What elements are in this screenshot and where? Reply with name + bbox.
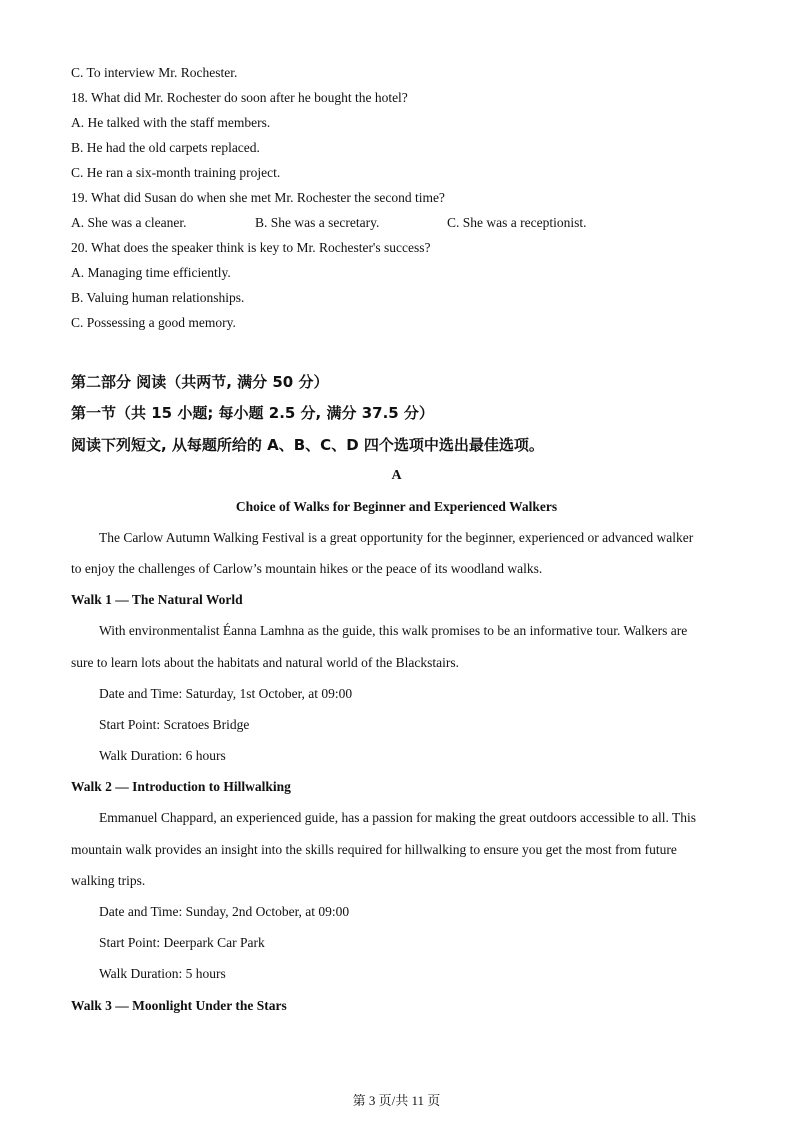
q18-question: 18. What did Mr. Rochester do soon after he bought the hotel? (71, 90, 408, 105)
q18-option-c: C. He ran a six-month training project. (71, 165, 281, 180)
passage-letter: A (391, 468, 402, 483)
walk1-date: Date and Time: Saturday, 1st October, at 09:00 (99, 686, 353, 701)
walk2-desc-line-2: mountain walk provides an insight into the skills required for hillwalking to ensure you get the most from future (71, 842, 677, 857)
walk3-heading: Walk 3 — Moonlight Under the Stars (71, 998, 287, 1013)
walk1-heading: Walk 1 — The Natural World (71, 592, 243, 607)
page-number: 第 3 页/共 11 页 (352, 1093, 441, 1108)
q19-option-b: B. She was a secretary. (255, 215, 380, 230)
walk1-duration: Walk Duration: 6 hours (99, 748, 226, 763)
walk2-desc-line-3: walking trips. (71, 873, 146, 888)
walk2-duration: Walk Duration: 5 hours (99, 966, 226, 981)
walk1-desc-line-1: With environmentalist Éanna Lamhna as the guide, this walk promises to be an informative tour. Walkers are (99, 623, 688, 638)
q19-option-c: C. She was a receptionist. (447, 215, 587, 230)
q18-option-b: B. He had the old carpets replaced. (71, 140, 260, 155)
q20-option-c: C. Possessing a good memory. (71, 315, 236, 330)
q19-question: 19. What did Susan do when she met Mr. Rochester the second time? (71, 190, 445, 205)
intro-line-1: The Carlow Autumn Walking Festival is a great opportunity for the beginner, experienced or advanced walker (99, 530, 694, 545)
instruction: 阅读下列短文, 从每题所给的 A、B、C、D 四个选项中选出最佳选项。 (71, 436, 544, 454)
q19-options (71, 215, 721, 231)
walk1-desc-line-2: sure to learn lots about the habitats and natural world of the Blackstairs. (71, 655, 460, 670)
intro-line-2: to enjoy the challenges of Carlow’s mountain hikes or the peace of its woodland walks. (71, 561, 543, 576)
section-title: 第一节（共 15 小题; 每小题 2.5 分, 满分 37.5 分） (71, 404, 434, 422)
walk2-heading: Walk 2 — Introduction to Hillwalking (71, 779, 291, 794)
q17-option-c: C. To interview Mr. Rochester. (71, 65, 238, 80)
q20-option-b: B. Valuing human relationships. (71, 290, 245, 305)
part-title: 第二部分 阅读（共两节, 满分 50 分） (71, 373, 329, 391)
q20-question: 20. What does the speaker think is key to Mr. Rochester's success? (71, 240, 431, 255)
walk2-date: Date and Time: Sunday, 2nd October, at 09:00 (99, 904, 350, 919)
passage-title: Choice of Walks for Beginner and Experienced Walkers (235, 499, 558, 514)
q20-option-a: A. Managing time efficiently. (71, 265, 231, 280)
walk2-desc-line-1: Emmanuel Chappard, an experienced guide, has a passion for making the great outdoors accessible to all. This (99, 810, 696, 825)
q19-option-a: A. She was a cleaner. (71, 215, 187, 230)
q18-option-a: A. He talked with the staff members. (71, 115, 271, 130)
walk1-start: Start Point: Scratoes Bridge (99, 717, 250, 732)
walk2-start: Start Point: Deerpark Car Park (99, 935, 265, 950)
